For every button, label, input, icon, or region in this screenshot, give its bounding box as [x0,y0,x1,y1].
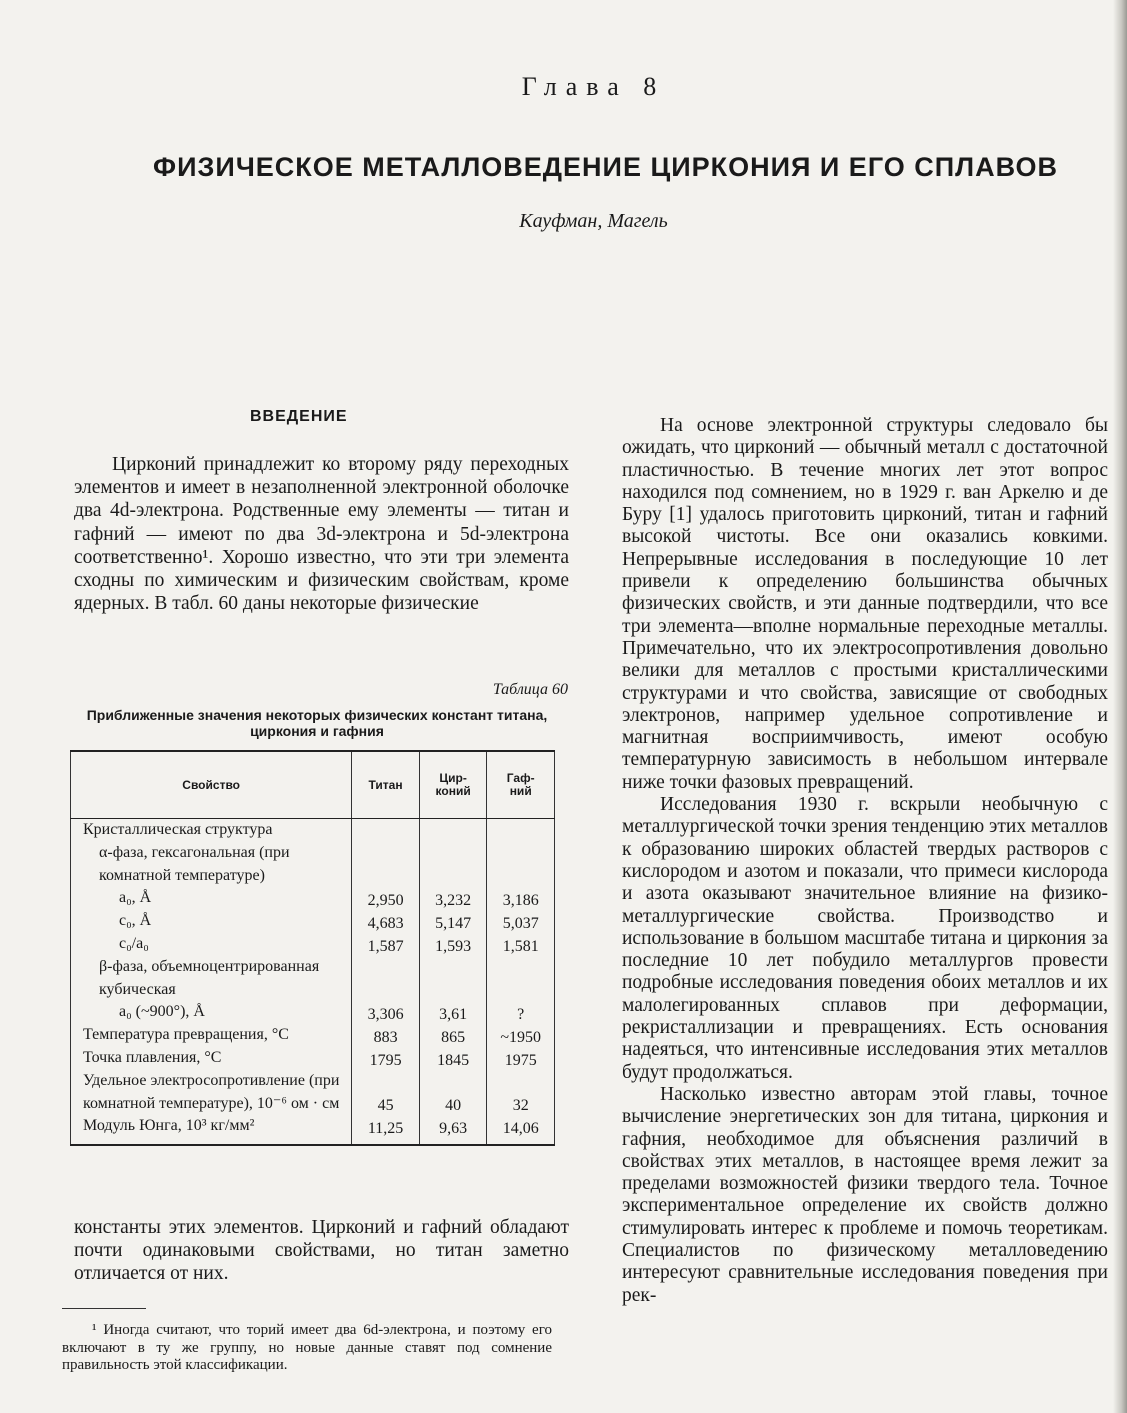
row-property: β-фаза, объемноцентрированная кубическая [99,957,320,998]
chapter-number: Глава 8 [521,72,666,101]
table-row [71,887,555,910]
row-property: a₀, Å [119,889,152,907]
row-property: c₀/a₀ [119,934,149,952]
cell-zr: 40 [419,1070,487,1116]
row-property: Удельное электросопротивление (при комнатной температуре), 10⁻⁶ ом · см [83,1071,340,1112]
cell-hf: ~1950 [487,1024,555,1047]
cell-hf: 14,06 [487,1115,555,1145]
header-property: Свойство [71,751,352,819]
properties-table [70,750,555,1146]
table-row [71,1115,555,1145]
cell-ti: 2,950 [352,887,420,910]
cell-hf: 32 [487,1070,555,1116]
cell-ti: 1,587 [352,933,420,956]
cell-hf: 1,581 [487,933,555,956]
cell-zr: 9,63 [419,1115,487,1145]
cell-zr: 1845 [419,1047,487,1070]
left-column-paragraph-1 [74,453,569,615]
cell-hf: ? [487,956,555,1024]
cell-zr: 5,147 [419,910,487,933]
cell-ti: 45 [352,1070,420,1116]
cell-ti: 11,25 [352,1115,420,1145]
paragraph: На основе электронной структуры следовало бы ожидать, что цирконий — обычный металл с достаточной пластичностью. В течение многих лет этот вопрос находился под сомнением, но в 1929 г. ван Аркелю и де Буру [1] удалось приготовить цирконий, титан и гафний высокой чистоты. Все они оказались ковкими. Непрерывные исследования в последующие 10 лет привели к определению большинства обычных физических свойств, и эти данные подтвердили, что все три элемента—вполне нормальные переходные металлы. Примечательно, что их электросопротивления довольно велики для металлов с простыми кристаллическими структурами и что свойства, зависящие от свободных электронов, например удельное сопротивление и магнитная восприимчивость, имеют особую температурную зависимость в небольшом интервале ниже точки фазовых превращений. [622,415,1108,793]
footnote: ¹ Иногда считают, что торий имеет два 6d-электрона, и поэтому его включают в ту же группу, но новые данные ставят под сомнение правильность этой классификации. [62,1322,552,1374]
table-row [71,1047,555,1070]
table-row [71,819,555,888]
row-property: Модуль Юнга, 10³ кг/мм² [83,1117,255,1135]
row-property: a₀ (~900°), Å [119,1003,205,1021]
cell-zr: 3,61 [419,956,487,1024]
cell-ti: 1795 [352,1047,420,1070]
header-titanium: Титан [352,751,420,819]
row-property: α-фаза, гексагональная (при комнатной температуре) [99,843,290,884]
row-property: Точка плавления, °С [83,1048,222,1066]
table-number: Таблица 60 [492,681,568,698]
table-row [71,910,555,933]
cell-hf: 5,037 [487,910,555,933]
chapter-title: ФИЗИЧЕСКОЕ МЕТАЛЛОВЕДЕНИЕ ЦИРКОНИЯ И ЕГО СПЛАВОВ [153,152,1058,182]
table-row [71,956,555,1024]
cell-hf: 3,186 [487,887,555,910]
header-zirconium: Цир- коний [419,751,487,819]
paragraph: константы этих элементов. Цирконий и гафний обладают почти одинаковыми свойствами, но титан заметно отличается от них. [74,1217,569,1285]
paragraph: Цирконий принадлежит ко второму ряду переходных элементов и имеет в незаполненной электронной оболочке два 4d-электрона. Родственные ему элементы — титан и гафний — имеют по два 3d-электрона и 5d-электрона соответственно¹. Хорошо известно, что эти три элемента сходны по химическим и физическим свойствам, кроме ядерных. В табл. 60 даны некоторые физические [74,454,569,615]
cell-ti: 883 [352,1024,420,1047]
cell-ti: 4,683 [352,910,420,933]
row-property: Температура превращения, °С [83,1026,289,1044]
row-property: c₀, Å [119,912,152,930]
table-header-row [71,751,555,819]
table-row [71,933,555,956]
table-row [71,1070,555,1116]
cell-zr: 865 [419,1024,487,1047]
left-column-paragraph-2 [74,1216,569,1286]
cell-ti: 3,306 [352,956,420,1024]
table-row [71,1024,555,1047]
cell-hf: 1975 [487,1047,555,1070]
section-heading: ВВЕДЕНИЕ [250,408,348,425]
row-property: Кристаллическая структура [83,821,273,838]
right-column [622,415,1108,1307]
cell-zr: 1,593 [419,933,487,956]
authors: Кауфман, Магель [519,210,668,232]
cell-zr: 3,232 [419,887,487,910]
header-hafnium: Гаф- ний [487,751,555,819]
footnote-rule [62,1308,146,1309]
table-caption: Приближенные значения некоторых физических констант титана, циркония и гафния [86,707,548,739]
paragraph: Насколько известно авторам этой главы, точное вычисление энергетических зон для титана, циркония и гафния, необходимое для объяснения различий в свойствах этих металлов, в настоящее время лежит за пределами возможностей физики твердого тела. Точное экспериментальное определение их свойств должно стимулировать интерес к проблеме и помочь теоретикам. Специалистов по физическому металловедению интересуют сравнительные исследования поведения при рек- [622,1083,1108,1306]
paragraph: Исследования 1930 г. вскрыли необычную с металлургической точки зрения тенденцию этих металлов к образованию широких областей твердых растворов с кислородом и азотом и показали, что примеси кислорода и азота оказывают значительное влияние на физико-металлургические свойства. Производство и использование в большом масштабе титана и циркония за последние 10 лет побудило металлургов провести подробные исследования поведения обоих металлов и их малолегированных сплавов при деформации, рекристаллизации и превращениях. Есть основания надеяться, что интенсивные исследования этих металлов будут продолжаться. [622,794,1108,1083]
